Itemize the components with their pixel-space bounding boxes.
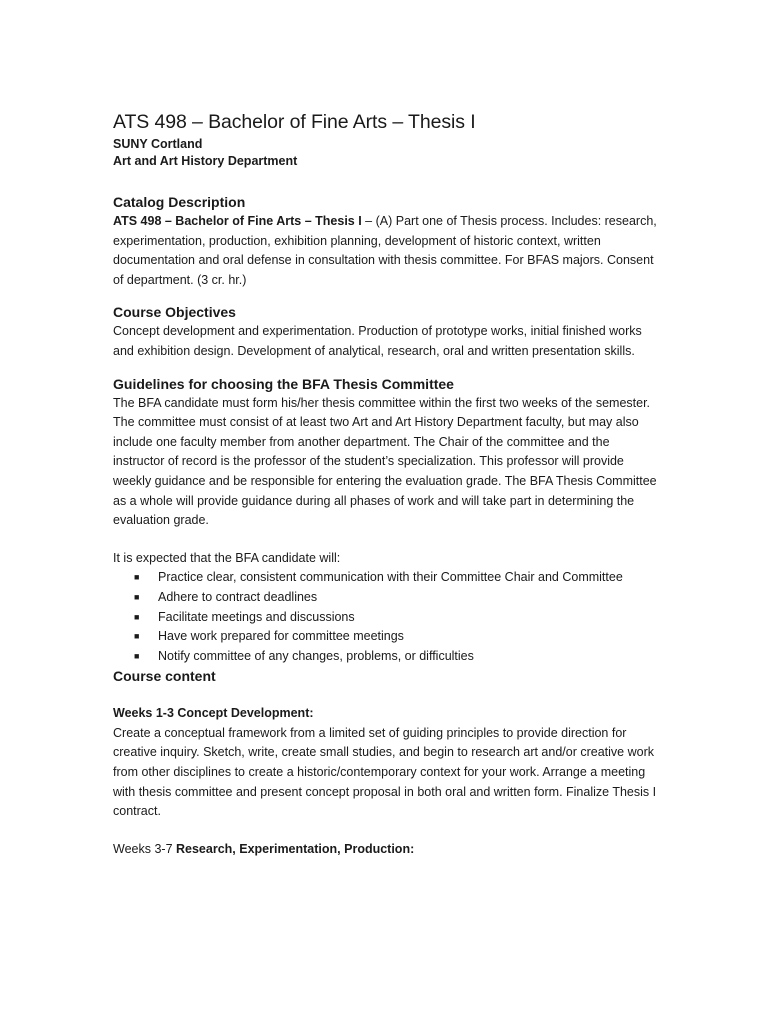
list-item: ■ Adhere to contract deadlines xyxy=(113,588,663,608)
weeks-3-7-title: Research, Experimentation, Production: xyxy=(176,841,415,856)
course-content-heading: Course content xyxy=(113,668,216,685)
weeks-3-7-prefix: Weeks 3-7 xyxy=(113,841,176,856)
list-item: ■ Practice clear, consistent communication with their Committee Chair and Committee xyxy=(113,568,663,588)
list-item: ■ Notify committee of any changes, problems, or difficulties xyxy=(113,647,663,667)
expectations-intro: It is expected that the BFA candidate will: xyxy=(113,550,341,565)
department-name: Art and Art History Department xyxy=(113,154,298,168)
weeks-1-3-heading: Weeks 1-3 Concept Development: xyxy=(113,706,314,721)
catalog-description-heading: Catalog Description xyxy=(113,194,246,210)
weeks-3-7-heading xyxy=(113,840,663,860)
bullet-icon: ■ xyxy=(134,591,140,602)
course-objectives-heading: Course Objectives xyxy=(113,304,236,321)
bullet-icon: ■ xyxy=(134,572,140,583)
bullet-icon: ■ xyxy=(134,611,140,622)
institution-name: SUNY Cortland xyxy=(113,137,203,151)
expectations-list xyxy=(113,568,663,666)
document-page xyxy=(113,108,663,859)
list-item: ■ Facilitate meetings and discussions xyxy=(113,608,663,628)
weeks-1-3-text: Create a conceptual framework from a limited set of guiding principles to provide direction for creative inquiry. Sketch, write, create small studies, and begin to research art and/or creative work from other disciplines to create a historic/contemporary context for your work. Arrange a meeting with thesis committee and present concept proposal in both oral and written form. Finalize Thesis I contract. xyxy=(113,725,657,819)
course-title: ATS 498 – Bachelor of Fine Arts – Thesis I xyxy=(113,111,476,133)
catalog-course-name: ATS 498 – Bachelor of Fine Arts – Thesis I xyxy=(113,214,362,228)
guidelines-heading: Guidelines for choosing the BFA Thesis Committee xyxy=(113,375,454,392)
catalog-description-text xyxy=(113,212,663,290)
bullet-icon: ■ xyxy=(134,631,140,642)
list-item: ■ Have work prepared for committee meetings xyxy=(113,627,663,647)
bullet-icon: ■ xyxy=(134,650,140,661)
course-objectives-text: Concept development and experimentation. Production of prototype works, initial finished works and exhibition design. Development of analytical, research, oral and written presentation skills. xyxy=(113,324,642,358)
guidelines-text: The BFA candidate must form his/her thesis committee within the first two weeks of the semester. The committee must consist of at least two Art and Art History Department faculty, but may also include one faculty member from another department. The Chair of the committee and the instructor of record is the professor of the student’s specialization. This professor will provide weekly guidance and be responsible for entering the evaluation grade. The BFA Thesis Committee as a whole will provide guidance during all phases of work and will take part in determining the evaluation grade. xyxy=(113,395,657,528)
catalog-description-body: – (A) Part one of Thesis process. Includes: research, experimentation, production, exhibition planning, development of historic context, written documentation and oral defense in consultation with thesis committee. For BFAS majors. Consent of department. (3 cr. hr.) xyxy=(113,214,657,287)
